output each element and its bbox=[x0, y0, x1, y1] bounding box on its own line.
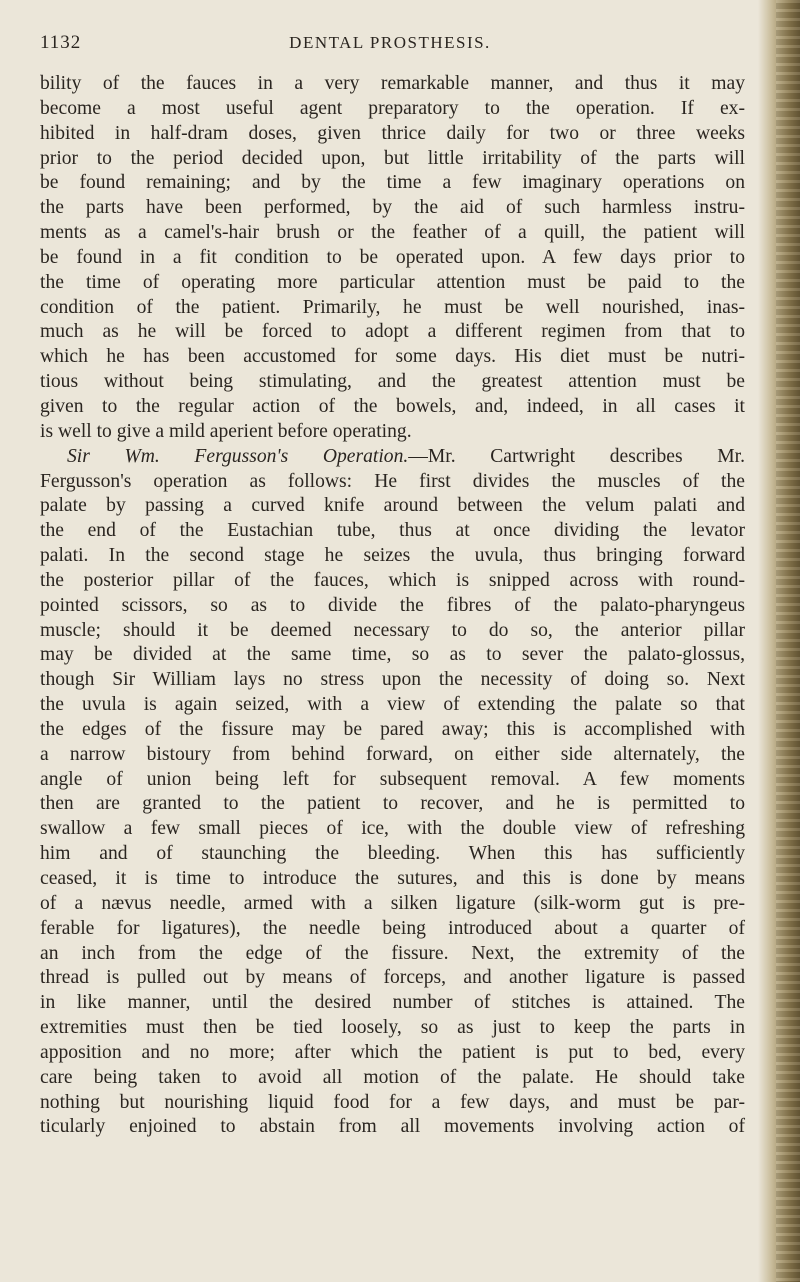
text-line: become a most useful agent preparatory to the operation. If ex- bbox=[40, 97, 745, 119]
text-line: him and of staunching the bleeding. When this has sufficiently bbox=[40, 843, 745, 865]
page-binding-edge bbox=[758, 0, 800, 1282]
text-line: much as he will be forced to adopt a different regimen from that to bbox=[40, 321, 745, 343]
text-line: the edges of the fissure may be pared away; this is accomplished with bbox=[40, 718, 745, 740]
text-line: ceased, it is time to introduce the sutures, and this is done by means bbox=[40, 868, 745, 889]
text-line: pointed scissors, so as to divide the fibres of the palato-pharyngeus bbox=[40, 594, 745, 616]
text-line: nothing but nourishing liquid food for a few days, and must be par- bbox=[40, 1091, 745, 1113]
text-line: ments as a camel's-hair brush or the feather of a quill, the patient will bbox=[40, 222, 745, 244]
text-line: a narrow bistoury from behind forward, on either side alternately, the bbox=[40, 743, 745, 765]
text-line: condition of the patient. Primarily, he must be well nourished, inas- bbox=[40, 296, 745, 318]
text-line: palati. In the second stage he seizes the uvula, thus bringing forward bbox=[40, 545, 745, 567]
text-line: the end of the Eustachian tube, thus at once dividing the levator bbox=[40, 520, 745, 542]
text-line: tious without being stimulating, and the greatest attention must be bbox=[40, 371, 745, 393]
text-line: which he has been accustomed for some days. His diet must be nutri- bbox=[40, 346, 745, 368]
text-line: of a nævus needle, armed with a silken ligature (silk-worm gut is pre- bbox=[40, 892, 745, 914]
text-line: though Sir William lays no stress upon the necessity of doing so. Next bbox=[40, 669, 745, 691]
text-line: palate by passing a curved knife around between the velum palati and bbox=[40, 495, 745, 517]
text-line: the posterior pillar of the fauces, which is snipped across with round- bbox=[40, 569, 745, 591]
paragraph-1 bbox=[40, 72, 745, 445]
text-line: is well to give a mild aperient before operating. bbox=[40, 420, 412, 442]
text-line: then are granted to the patient to recover, and he is permitted to bbox=[40, 793, 745, 815]
text-line: an inch from the edge of the fissure. Next, the extremity of the bbox=[40, 942, 745, 964]
page-number: 1132 bbox=[40, 32, 82, 53]
text-line: the uvula is again seized, with a view of extending the palate so that bbox=[40, 694, 745, 716]
text-line: care being taken to avoid all motion of the palate. He should take bbox=[40, 1066, 745, 1088]
page-header bbox=[40, 32, 740, 56]
text-line: extremities must then be tied loosely, so as just to keep the parts in bbox=[40, 1017, 745, 1039]
text-line: apposition and no more; after which the patient is put to bed, every bbox=[40, 1041, 745, 1063]
text-line: ticularly enjoined to abstain from all movements involving action of bbox=[40, 1116, 745, 1138]
text-line: the parts have been performed, by the aid of such harmless instru- bbox=[40, 197, 745, 219]
text-line: hibited in half-dram doses, given thrice daily for two or three weeks bbox=[40, 122, 745, 144]
text-line: be found in a fit condition to be operated upon. A few days prior to bbox=[40, 246, 745, 268]
text-line: Fergusson's operation as follows: He first divides the muscles of the bbox=[40, 470, 745, 492]
section-heading-continuation: —Mr. Cartwright describes Mr. bbox=[408, 445, 745, 467]
text-line: prior to the period decided upon, but little irritability of the parts will bbox=[40, 147, 745, 169]
text-line: muscle; should it be deemed necessary to do so, the anterior pillar bbox=[40, 619, 745, 641]
text-line: given to the regular action of the bowels, and, indeed, in all cases it bbox=[40, 395, 745, 417]
text-line: angle of union being left for subsequent removal. A few moments bbox=[40, 768, 745, 790]
text-line: may be divided at the same time, so as to sever the palato-glossus, bbox=[40, 644, 745, 666]
section-heading: Sir Wm. Fergusson's Operation. bbox=[67, 445, 409, 467]
text-line: the time of operating more particular attention must be paid to the bbox=[40, 271, 745, 293]
running-title: DENTAL PROSTHESIS. bbox=[289, 33, 491, 52]
section-heading-line bbox=[40, 445, 745, 470]
text-line: bility of the fauces in a very remarkable manner, and thus it may bbox=[40, 73, 745, 94]
text-line: ferable for ligatures), the needle being introduced about a quarter of bbox=[40, 917, 745, 939]
text-line: thread is pulled out by means of forceps, and another ligature is passed bbox=[40, 967, 745, 989]
paragraph-2 bbox=[40, 445, 745, 1141]
body-text bbox=[40, 72, 745, 1140]
text-line: swallow a few small pieces of ice, with the double view of refreshing bbox=[40, 818, 745, 840]
text-line: be found remaining; and by the time a few imaginary operations on bbox=[40, 172, 745, 194]
text-line: in like manner, until the desired number of stitches is attained. The bbox=[40, 992, 745, 1014]
